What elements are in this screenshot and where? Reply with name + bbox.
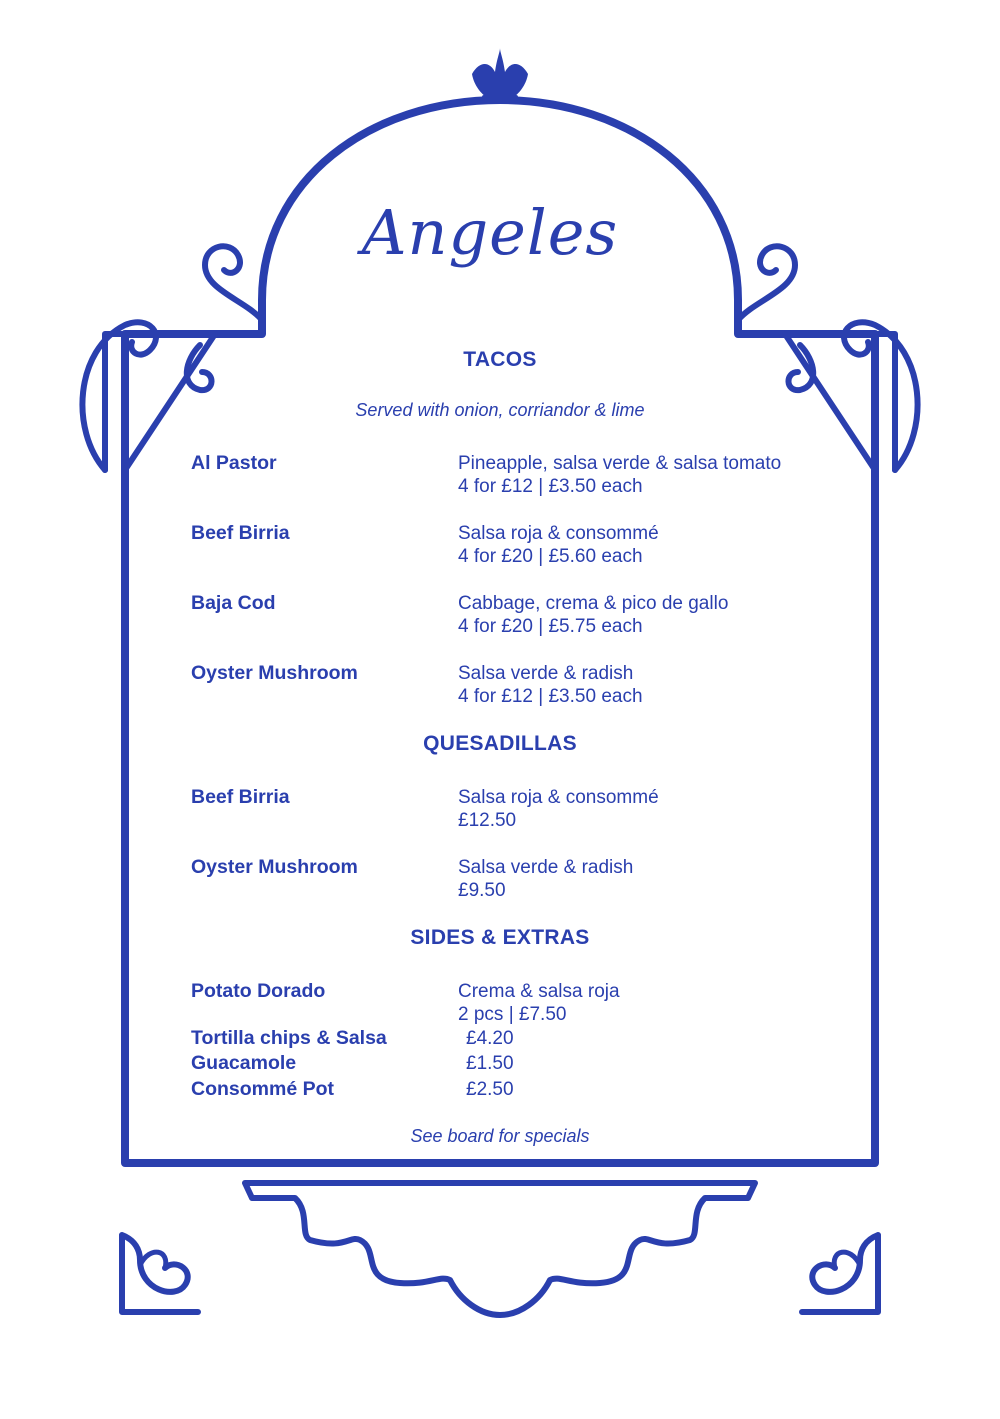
menu-item-price: 4 for £20 | £5.60 each <box>458 546 643 567</box>
specials-note: See board for specials <box>410 1126 590 1146</box>
menu-item-name: Al Pastor <box>191 452 277 474</box>
section-title-sides: SIDES & EXTRAS <box>410 926 590 949</box>
menu-item-description: Cabbage, crema & pico de gallo <box>458 593 729 614</box>
menu-item-description: Salsa verde & radish <box>458 663 634 684</box>
menu-item-details <box>458 592 728 638</box>
menu-item-name: Consommé Pot <box>191 1078 335 1100</box>
menu-item-price: £2.50 <box>466 1079 514 1100</box>
menu-item-name: Tortilla chips & Salsa <box>191 1027 387 1049</box>
tacos-note: Served with onion, corriandor & lime <box>355 400 645 420</box>
menu-item-price: 2 pcs | £7.50 <box>458 1004 567 1025</box>
menu-item-price: 4 for £12 | £3.50 each <box>458 476 643 497</box>
menu-item-price: £12.50 <box>458 810 517 831</box>
menu-item-name: Guacamole <box>191 1052 297 1074</box>
menu-item-description: Salsa roja & consommé <box>458 523 659 544</box>
menu-item-name: Oyster Mushroom <box>191 856 358 878</box>
left-scroll-top <box>205 246 262 320</box>
menu-item-price: 4 for £12 | £3.50 each <box>458 686 643 707</box>
menu-item-details <box>458 786 659 832</box>
menu-item-details <box>458 452 781 498</box>
bottom-left-swirl <box>140 1252 166 1268</box>
top-crest <box>472 48 528 96</box>
menu-item-description: Crema & salsa roja <box>458 981 620 1002</box>
menu-item-name: Oyster Mushroom <box>191 662 358 684</box>
menu-item-name: Beef Birria <box>191 786 290 808</box>
menu-item-description: Salsa roja & consommé <box>458 787 659 808</box>
menu-item-details <box>458 980 620 1026</box>
menu-item-name: Potato Dorado <box>191 980 326 1002</box>
section-title-quesadillas: QUESADILLAS <box>423 732 577 755</box>
menu-item-details <box>458 522 659 568</box>
menu-item-description: Pineapple, salsa verde & salsa tomato <box>458 453 782 474</box>
bottom-shelf <box>245 1183 755 1315</box>
menu-item-details <box>458 662 643 708</box>
menu-item-name: Baja Cod <box>191 592 276 614</box>
menu-item-description: Salsa verde & radish <box>458 857 634 878</box>
menu-item-price: 4 for £20 | £5.75 each <box>458 616 643 637</box>
right-scroll-outer <box>844 322 918 470</box>
section-title-tacos: TACOS <box>463 348 537 371</box>
menu-item-price: £1.50 <box>466 1053 514 1074</box>
menu-item-price: £4.20 <box>466 1028 514 1049</box>
right-scroll-top <box>738 246 795 320</box>
menu-item-name: Beef Birria <box>191 522 290 544</box>
bottom-right-corner <box>802 1235 878 1312</box>
menu-item-price: £9.50 <box>458 880 506 901</box>
menu-item-details <box>458 856 633 902</box>
crest-base <box>482 95 518 101</box>
bottom-right-swirl <box>834 1252 860 1268</box>
left-scroll-outer <box>82 322 156 470</box>
bottom-left-corner <box>122 1235 198 1312</box>
brand-logo: Angeles <box>361 196 619 269</box>
